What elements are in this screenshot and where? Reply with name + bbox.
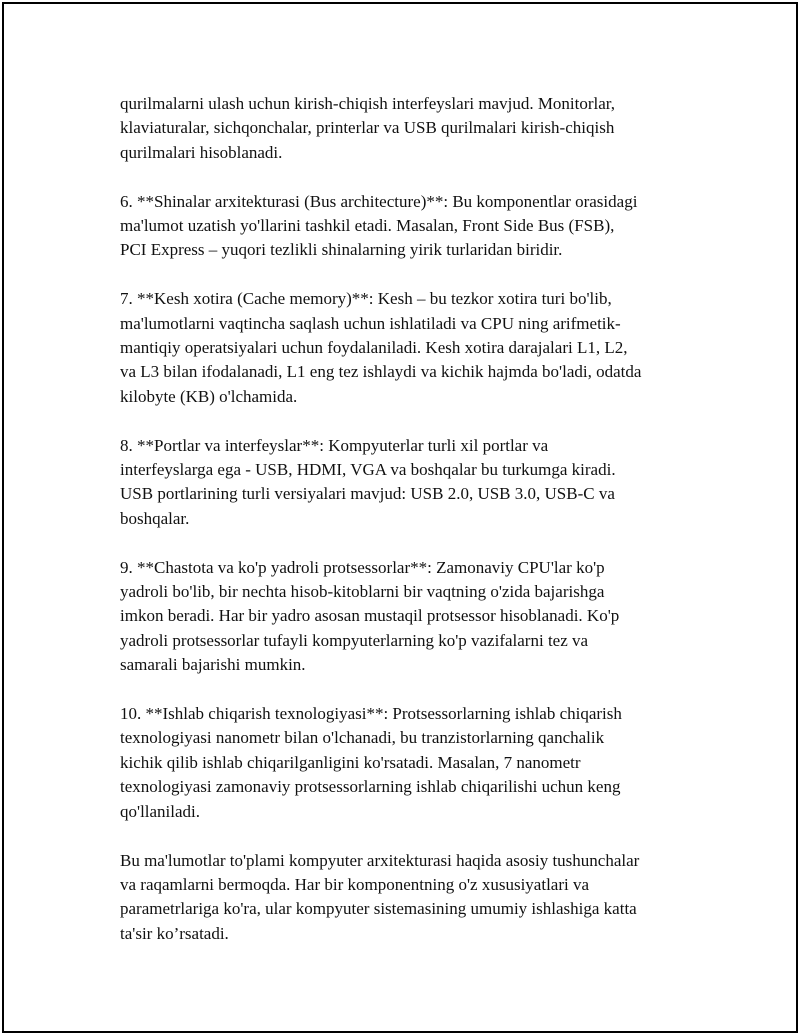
text-line: texnologiyasi zamonaviy protsessorlarning ishlab chiqarilishi uchun keng bbox=[120, 777, 621, 797]
text-line: imkon beradi. Har bir yadro asosan mustaqil protsessor hisoblanadi. Ko'p bbox=[120, 606, 620, 626]
document-page bbox=[2, 2, 798, 1033]
paragraph-io-devices-continued bbox=[120, 92, 690, 165]
paragraph-summary bbox=[120, 849, 690, 947]
text-line: texnologiyasi nanometr bilan o'lchanadi, bu tranzistorlarning qanchalik bbox=[120, 728, 605, 748]
text-line: va L3 bilan ifodalanadi, L1 eng tez ishlaydi va kichik hajmda bo'ladi, odatda bbox=[120, 362, 642, 382]
text-line: 9. **Chastota va ko'p yadroli protsessorlar**: Zamonaviy CPU'lar ko'p bbox=[120, 557, 605, 577]
text-line: ma'lumotlarni vaqtincha saqlash uchun ishlatiladi va CPU ning arifmetik- bbox=[120, 313, 621, 333]
text-line: 10. **Ishlab chiqarish texnologiyasi**: Protsessorlarning ishlab chiqarish bbox=[120, 704, 622, 724]
text-line: Bu ma'lumotlar to'plami kompyuter arxitekturasi haqida asosiy tushunchalar bbox=[120, 850, 640, 870]
text-line: yadroli bo'lib, bir nechta hisob-kitoblarni bir vaqtning o'zida bajarishga bbox=[120, 582, 605, 602]
text-line: ma'lumot uzatish yo'llarini tashkil etadi. Masalan, Front Side Bus (FSB), bbox=[120, 216, 615, 236]
text-line: qo'llaniladi. bbox=[120, 801, 201, 821]
paragraph-manufacturing-technology bbox=[120, 702, 690, 824]
paragraph-ports-interfaces bbox=[120, 434, 690, 532]
text-line: yadroli protsessorlar tufayli kompyuterlarning ko'p vazifalarni tez va bbox=[120, 630, 589, 650]
text-line: parametrlariga ko'ra, ular kompyuter sistemasining umumiy ishlashiga katta bbox=[120, 899, 637, 919]
text-line: va raqamlarni bermoqda. Har bir komponentning o'z xususiyatlari va bbox=[120, 874, 590, 894]
text-line: PCI Express – yuqori tezlikli shinalarning yirik turlaridan biridir. bbox=[120, 240, 563, 260]
text-line: mantiqiy operatsiyalari uchun foydalaniladi. Kesh xotira darajalari L1, L2, bbox=[120, 338, 628, 358]
text-line: 8. **Portlar va interfeyslar**: Kompyuterlar turli xil portlar va bbox=[120, 435, 549, 455]
text-line: USB portlarining turli versiyalari mavjud: USB 2.0, USB 3.0, USB-C va bbox=[120, 484, 615, 504]
text-line: kilobyte (KB) o'lchamida. bbox=[120, 386, 298, 406]
text-line: samarali bajarishi mumkin. bbox=[120, 655, 306, 675]
text-line: boshqalar. bbox=[120, 508, 190, 528]
text-line: klaviaturalar, sichqonchalar, printerlar va USB qurilmalari kirish-chiqish bbox=[120, 118, 615, 138]
text-line: ta'sir ko’rsatadi. bbox=[120, 923, 229, 943]
text-line: qurilmalarni ulash uchun kirish-chiqish interfeyslari mavjud. Monitorlar, bbox=[120, 94, 616, 113]
text-line: interfeyslarga ega - USB, HDMI, VGA va boshqalar bu turkumga kiradi. bbox=[120, 460, 616, 480]
paragraph-bus-architecture bbox=[120, 190, 690, 263]
document-body bbox=[120, 92, 690, 946]
text-line: qurilmalari hisoblanadi. bbox=[120, 142, 283, 162]
text-line: 7. **Kesh xotira (Cache memory)**: Kesh – bu tezkor xotira turi bo'lib, bbox=[120, 289, 612, 309]
paragraph-multicore-processors bbox=[120, 556, 690, 678]
text-line: 6. **Shinalar arxitekturasi (Bus architecture)**: Bu komponentlar orasidagi bbox=[120, 191, 638, 211]
text-line: kichik qilib ishlab chiqarilganligini ko'rsatadi. Masalan, 7 nanometr bbox=[120, 752, 581, 772]
paragraph-cache-memory bbox=[120, 287, 690, 409]
